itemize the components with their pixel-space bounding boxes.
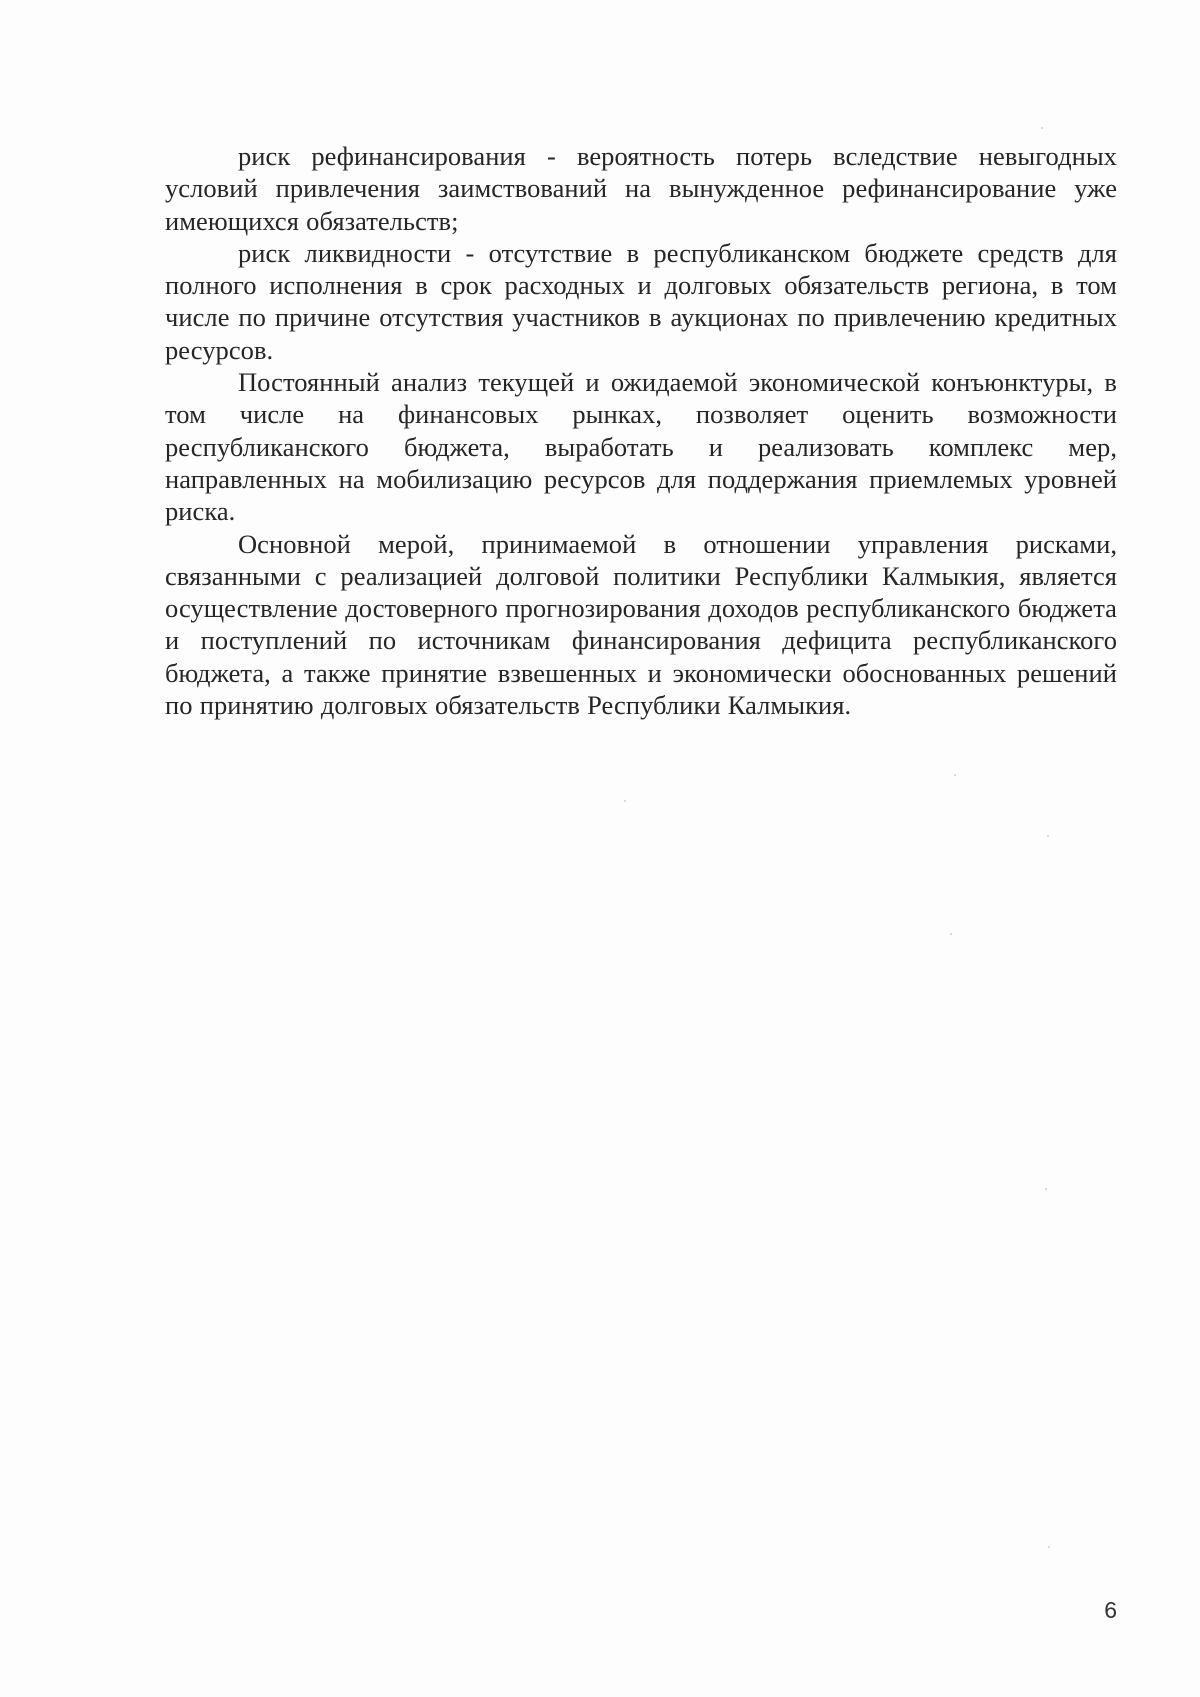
- scan-artifact: [1041, 127, 1043, 129]
- page-number: 6: [1104, 1597, 1117, 1623]
- scan-artifact: [954, 774, 956, 776]
- scan-artifact: [1045, 1188, 1047, 1190]
- document-body: [165, 140, 1117, 721]
- paragraph-refinancing-risk: риск рефинансирования - вероятность потерь вследствие невыгодных условий привлечения заимствований на вынужденное рефинансирование уже имеющихся обязательств;: [165, 141, 1117, 236]
- scan-artifact: [1047, 835, 1049, 837]
- paragraph-risk-management: Основной мерой, принимаемой в отношении управления рисками, связанными с реализацией долговой политики Республики Калмыкия, является осуществление достоверного прогнозирования доходов республиканского бюджета и поступлений по источникам финансирования дефицита республиканского бюджета, а также принятие взвешенных и экономически обоснованных решений по принятию долговых обязательств Республики Калмыкия.: [165, 528, 1117, 721]
- scan-artifact: [950, 933, 952, 935]
- scan-artifact: [1048, 1546, 1050, 1548]
- paragraph-liquidity-risk: риск ликвидности - отсутствие в республиканском бюджете средств для полного исполнения в срок расходных и долговых обязательств региона, в том числе по причине отсутствия участников в аукционах по привлечению кредитных ресурсов.: [165, 237, 1117, 365]
- paragraph-market-analysis: Постоянный анализ текущей и ожидаемой экономической конъюнктуры, в том числе на финансовых рынках, позволяет оценить возможности республиканского бюджета, выработать и реализовать комплекс мер, направленных на мобилизацию ресурсов для поддержания приемлемых уровней риска.: [165, 367, 1117, 527]
- scan-artifact: [624, 800, 626, 802]
